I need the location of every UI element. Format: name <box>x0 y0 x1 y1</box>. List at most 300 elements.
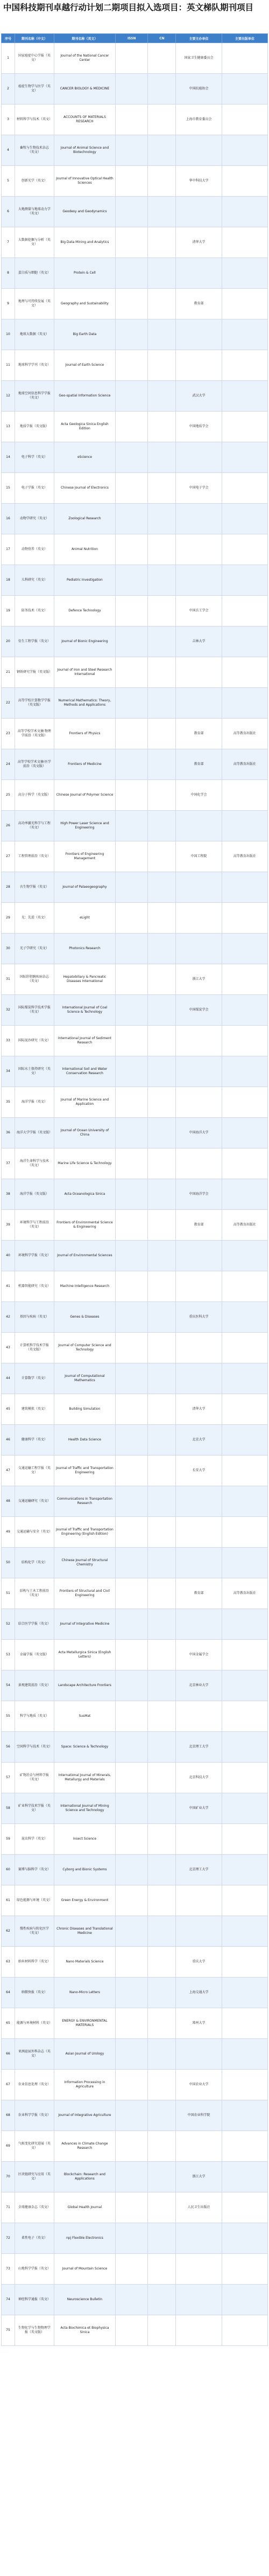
cn-cell <box>148 995 176 1026</box>
issn-cell <box>116 2162 148 2192</box>
cn-cell <box>148 2100 176 2131</box>
journal-name-cn: 地球大数据（英文） <box>15 319 54 350</box>
page-title: 中国科技期刊卓越行动计划二期项目拟入选项目：英文梯队期刊项目 <box>3 3 254 12</box>
cn-cell <box>148 381 176 412</box>
issn-cell <box>116 1916 148 1947</box>
table-row <box>2 841 268 872</box>
publisher-cell <box>222 74 267 105</box>
sponsor-cell: 中国抗癌协会 <box>176 74 222 105</box>
table-row <box>2 1947 268 1978</box>
journal-name-en: Numerical Mathematics: Theory, Methods and Applications <box>54 688 115 719</box>
row-index: 3 <box>2 105 15 135</box>
sponsor-cell <box>176 197 222 227</box>
table-row <box>2 1885 268 1916</box>
row-index: 26 <box>2 811 15 841</box>
issn-cell <box>116 43 148 74</box>
journal-name-en: Asian Journal of Urology <box>54 2039 115 2070</box>
cn-cell <box>148 1302 176 1333</box>
table-row <box>2 934 268 964</box>
header-sponsor: 主要主办单位 <box>176 34 222 43</box>
row-index: 18 <box>2 565 15 596</box>
publisher-cell <box>222 473 267 504</box>
journal-name-en: Marine Life Science & Technology <box>54 1148 115 1179</box>
sponsor-cell <box>176 872 222 903</box>
journal-name-cn: 古生物学报（英文） <box>15 872 54 903</box>
sponsor-cell: 中国化学会 <box>176 780 222 811</box>
cn-cell <box>148 1947 176 1978</box>
journal-name-en: Global Health Journal <box>54 2192 115 2223</box>
cn-cell <box>148 2131 176 2162</box>
row-index: 68 <box>2 2100 15 2131</box>
row-index: 59 <box>2 1824 15 1855</box>
journal-name-cn: 景观建筑前沿（英文） <box>15 1670 54 1701</box>
row-index: 31 <box>2 964 15 995</box>
cn-cell <box>148 135 176 166</box>
sponsor-cell: 重庆医科大学 <box>176 1302 222 1333</box>
journal-name-en: Acta Geologica Sinica English Edition <box>54 412 115 442</box>
row-index: 75 <box>2 2315 15 2346</box>
cn-cell <box>148 319 176 350</box>
cn-cell <box>148 596 176 626</box>
issn-cell <box>116 105 148 135</box>
sponsor-cell <box>176 565 222 596</box>
journal-name-cn: 结合医学学报（英文） <box>15 1609 54 1640</box>
publisher-cell: 高等教育出版社 <box>222 841 267 872</box>
row-index: 29 <box>2 903 15 934</box>
table-row <box>2 289 268 319</box>
cn-cell <box>148 1640 176 1670</box>
journal-name-en: Journal of Integrative Agriculture <box>54 2100 115 2131</box>
journal-name-en: Journal of Ocean University of China <box>54 1118 115 1148</box>
cn-cell <box>148 719 176 749</box>
journal-name-cn: 高等学校计算数学学报（英文版） <box>15 688 54 719</box>
publisher-cell <box>222 811 267 841</box>
publisher-cell <box>222 1486 267 1517</box>
publisher-cell <box>222 504 267 534</box>
cn-cell <box>148 1148 176 1179</box>
publisher-cell: 高等教育出版社 <box>222 1210 267 1241</box>
cn-cell <box>148 1241 176 1271</box>
sponsor-cell <box>176 1548 222 1578</box>
row-index: 38 <box>2 1179 15 1210</box>
row-index: 52 <box>2 1609 15 1640</box>
sponsor-cell: 重庆大学 <box>176 1947 222 1978</box>
journal-name-en: International Journal of Sediment Research <box>54 1026 115 1056</box>
cn-cell <box>148 1578 176 1609</box>
publisher-cell <box>222 2100 267 2131</box>
journal-name-en: Frontiers of Structural and Civil Engineering <box>54 1578 115 1609</box>
cn-cell <box>148 1978 176 2008</box>
header-index: 序号 <box>2 34 15 43</box>
journal-name-en: Geodesy and Geodynamics <box>54 197 115 227</box>
journal-name-cn: 基因与疾病（英文） <box>15 1302 54 1333</box>
header-cn: CN <box>148 34 176 43</box>
sponsor-cell: 北京理工大学 <box>176 1855 222 1885</box>
table-row <box>2 749 268 780</box>
issn-cell <box>116 534 148 565</box>
row-index: 19 <box>2 596 15 626</box>
cn-cell <box>148 1486 176 1517</box>
issn-cell <box>116 166 148 197</box>
table-row <box>2 504 268 534</box>
cn-cell <box>148 1026 176 1056</box>
sponsor-cell <box>176 1026 222 1056</box>
publisher-cell <box>222 1885 267 1916</box>
journal-name-cn: 动物学研究（英文） <box>15 504 54 534</box>
journal-name-cn: 建筑模拟（英文） <box>15 1394 54 1425</box>
journal-name-cn: 计算机科学技术学报（英文版） <box>15 1333 54 1363</box>
journal-name-cn: 地球空间信息科学学报（英文） <box>15 381 54 412</box>
sponsor-cell <box>176 1363 222 1394</box>
cn-cell <box>148 1333 176 1363</box>
cn-cell <box>148 2070 176 2100</box>
table-row <box>2 135 268 166</box>
sponsor-cell: 北京大学 <box>176 1425 222 1456</box>
publisher-cell <box>222 1333 267 1363</box>
publisher-cell <box>222 1241 267 1271</box>
sponsor-cell <box>176 657 222 688</box>
row-index: 56 <box>2 1732 15 1763</box>
issn-cell <box>116 934 148 964</box>
publisher-cell <box>222 1056 267 1087</box>
publisher-cell <box>222 2254 267 2285</box>
cn-cell <box>148 1179 176 1210</box>
issn-cell <box>116 1363 148 1394</box>
sponsor-cell: 中国农业大学 <box>176 2070 222 2100</box>
cn-cell <box>148 964 176 995</box>
cn-cell <box>148 442 176 473</box>
table-row <box>2 1548 268 1578</box>
row-index: 54 <box>2 1670 15 1701</box>
row-index: 42 <box>2 1302 15 1333</box>
journal-name-cn: 仿生工程学报（英文） <box>15 626 54 657</box>
issn-cell <box>116 2070 148 2100</box>
cn-cell <box>148 1548 176 1578</box>
publisher-cell <box>222 227 267 258</box>
row-index: 11 <box>2 350 15 381</box>
cn-cell <box>148 258 176 289</box>
cn-cell <box>148 903 176 934</box>
sponsor-cell: 中国地质学会 <box>176 412 222 442</box>
journal-name-en: Journal of Environmental Sciences <box>54 1241 115 1271</box>
journal-name-en: Frontiers of Environmental Science & Engineering <box>54 1210 115 1241</box>
cn-cell <box>148 872 176 903</box>
issn-cell <box>116 2254 148 2285</box>
sponsor-cell: 人民卫生出版社 <box>176 2192 222 2223</box>
row-index: 17 <box>2 534 15 565</box>
journal-name-cn: 大地测量与地球动力学（英文） <box>15 197 54 227</box>
row-index: 63 <box>2 1947 15 1978</box>
table-row <box>2 350 268 381</box>
issn-cell <box>116 1517 148 1548</box>
issn-cell <box>116 1271 148 1302</box>
journal-name-cn: 海洋学报（英文） <box>15 1087 54 1118</box>
sponsor-cell: 中国工程院 <box>176 841 222 872</box>
journal-name-en: Genes & Diseases <box>54 1302 115 1333</box>
journal-name-cn: 气候变化研究进展（英文） <box>15 2131 54 2162</box>
cn-cell <box>148 504 176 534</box>
sponsor-cell <box>176 903 222 934</box>
journal-name-en: Defence Technology <box>54 596 115 626</box>
issn-cell <box>116 1947 148 1978</box>
issn-cell <box>116 1148 148 1179</box>
publisher-cell <box>222 1456 267 1486</box>
journal-name-cn: 创新光学（英文） <box>15 166 54 197</box>
journal-name-en: Nano Materials Science <box>54 1947 115 1978</box>
journal-name-en: Acta Biochimica et Biophysica Sinica <box>54 2315 115 2346</box>
journal-name-cn: 地理与可持续发展（英文） <box>15 289 54 319</box>
journal-name-en: Building Simulation <box>54 1394 115 1425</box>
journal-name-en: Journal of Traffic and Transportation Engineering (English Edition) <box>54 1517 115 1548</box>
sponsor-cell <box>176 811 222 841</box>
row-index: 14 <box>2 442 15 473</box>
cn-cell <box>148 1363 176 1394</box>
journal-name-cn: 高等学校学术文摘·物理学前沿（英文版） <box>15 719 54 749</box>
journal-name-cn: 昆虫科学（英文） <box>15 1824 54 1855</box>
issn-cell <box>116 1978 148 2008</box>
sponsor-cell <box>176 688 222 719</box>
sponsor-cell <box>176 504 222 534</box>
journal-name-cn: 环境科学学报（英文） <box>15 1241 54 1271</box>
header-name-en: 期刊名称（英文） <box>54 34 115 43</box>
sponsor-cell: 中国煤炭学会 <box>176 995 222 1026</box>
row-index: 15 <box>2 473 15 504</box>
sponsor-cell <box>176 1701 222 1732</box>
issn-cell <box>116 1855 148 1885</box>
publisher-cell <box>222 1517 267 1548</box>
journal-name-cn: 山地科学学报（英文） <box>15 2254 54 2285</box>
sponsor-cell: 华中科技大学 <box>176 166 222 197</box>
table-row <box>2 1824 268 1855</box>
cn-cell <box>148 166 176 197</box>
issn-cell <box>116 1241 148 1271</box>
publisher-cell <box>222 1640 267 1670</box>
sponsor-cell: 教育部 <box>176 1210 222 1241</box>
journal-name-cn: 大数据挖掘与分析（英文） <box>15 227 54 258</box>
cn-cell <box>148 841 176 872</box>
journal-name-en: eLight <box>54 903 115 934</box>
sponsor-cell <box>176 1271 222 1302</box>
row-index: 49 <box>2 1517 15 1548</box>
row-index: 62 <box>2 1916 15 1947</box>
journal-name-en: Frontiers of Medicine <box>54 749 115 780</box>
row-index: 32 <box>2 995 15 1026</box>
row-index: 58 <box>2 1793 15 1824</box>
row-index: 50 <box>2 1548 15 1578</box>
cn-cell <box>148 1824 176 1855</box>
table-row <box>2 1087 268 1118</box>
cn-cell <box>148 2008 176 2039</box>
journal-name-en: Pediatric Investigation <box>54 565 115 596</box>
sponsor-cell: 中国电子学会 <box>176 473 222 504</box>
publisher-cell <box>222 2315 267 2346</box>
table-row <box>2 1486 268 1517</box>
journal-name-cn: 生物化学与生物物理学报（英文版） <box>15 2315 54 2346</box>
table-row <box>2 2223 268 2254</box>
sponsor-cell <box>176 2131 222 2162</box>
issn-cell <box>116 289 148 319</box>
journal-name-en: ACCOUNTS OF MATERIALS RESEARCH <box>54 105 115 135</box>
journal-name-cn: 儿科研究（英文） <box>15 565 54 596</box>
table-row <box>2 1210 268 1241</box>
journal-name-cn: 结构与土木工程前沿（英文） <box>15 1578 54 1609</box>
publisher-cell <box>222 1363 267 1394</box>
cn-cell <box>148 934 176 964</box>
sponsor-cell <box>176 1333 222 1363</box>
journal-name-cn: 高分子科学（英文版） <box>15 780 54 811</box>
publisher-cell <box>222 596 267 626</box>
journal-name-cn: 海洋生命科学与技术（英文） <box>15 1148 54 1179</box>
sponsor-cell <box>176 319 222 350</box>
cn-cell <box>148 74 176 105</box>
journal-name-cn: 空间科学与技术（英文） <box>15 1732 54 1763</box>
journal-name-cn: 蛋白质与细胞（英文） <box>15 258 54 289</box>
issn-cell <box>116 964 148 995</box>
publisher-cell <box>222 1548 267 1578</box>
table-body <box>2 43 268 2346</box>
publisher-cell <box>222 289 267 319</box>
publisher-cell <box>222 2039 267 2070</box>
issn-cell <box>116 688 148 719</box>
journal-name-cn: 地质学报（英文版） <box>15 412 54 442</box>
table-row <box>2 1916 268 1947</box>
table-row <box>2 166 268 197</box>
journal-name-cn: 科学与地质（英文） <box>15 1701 54 1732</box>
journal-name-cn: 矿物冶金与材料学报（英文） <box>15 1763 54 1793</box>
sponsor-cell <box>176 1148 222 1179</box>
journal-name-en: Journal of Animal Science and Biotechnology <box>54 135 115 166</box>
journal-name-en: International Journal of Coal Science & Technology <box>54 995 115 1026</box>
issn-cell <box>116 1824 148 1855</box>
table-row <box>2 442 268 473</box>
sponsor-cell <box>176 534 222 565</box>
publisher-cell <box>222 1302 267 1333</box>
journal-name-en: Photonics Research <box>54 934 115 964</box>
row-index: 37 <box>2 1148 15 1179</box>
row-index: 13 <box>2 412 15 442</box>
issn-cell <box>116 626 148 657</box>
table-row <box>2 1578 268 1609</box>
cn-cell <box>148 1210 176 1241</box>
publisher-cell <box>222 872 267 903</box>
journal-name-cn: 海洋学报（英文版） <box>15 1179 54 1210</box>
sponsor-cell <box>176 2039 222 2070</box>
publisher-cell <box>222 1793 267 1824</box>
journal-name-en: Journal of the National Cancer Center <box>54 43 115 74</box>
journal-name-cn: 国际煤炭科学技术学报（英文） <box>15 995 54 1026</box>
journal-name-en: Frontiers of Physics <box>54 719 115 749</box>
sponsor-cell: 北京林业大学 <box>176 1670 222 1701</box>
journal-name-cn: 海洋大学学报（英文版） <box>15 1118 54 1148</box>
table-row <box>2 903 268 934</box>
journal-name-en: Geography and Sustainability <box>54 289 115 319</box>
publisher-cell <box>222 197 267 227</box>
issn-cell <box>116 1763 148 1793</box>
journal-name-cn: 高功率激光科学与工程（英文） <box>15 811 54 841</box>
journal-name-en: Insect Science <box>54 1824 115 1855</box>
journal-name-en: Chinese Journal of Structural Chemistry <box>54 1548 115 1578</box>
sponsor-cell <box>176 2223 222 2254</box>
cn-cell <box>148 1394 176 1425</box>
issn-cell <box>116 1179 148 1210</box>
table-row <box>2 2254 268 2285</box>
table-row <box>2 872 268 903</box>
journal-name-cn: 金属学报（英文版） <box>15 1640 54 1670</box>
journal-table <box>1 33 268 2346</box>
table-row <box>2 1363 268 1394</box>
sponsor-cell <box>176 350 222 381</box>
table-row <box>2 2131 268 2162</box>
journal-name-cn: 结构化学（英文） <box>15 1548 54 1578</box>
issn-cell <box>116 1885 148 1916</box>
publisher-cell <box>222 1609 267 1640</box>
cn-cell <box>148 197 176 227</box>
cn-cell <box>148 1670 176 1701</box>
table-row <box>2 43 268 74</box>
publisher-cell <box>222 381 267 412</box>
journal-name-cn: 国际水土保持研究（英文） <box>15 1056 54 1087</box>
journal-name-cn: 纳米材料科学（英文） <box>15 1947 54 1978</box>
cn-cell <box>148 2162 176 2192</box>
journal-name-cn: 神经科学通报（英文） <box>15 2285 54 2315</box>
cn-cell <box>148 289 176 319</box>
table-row <box>2 1732 268 1763</box>
row-index: 53 <box>2 1640 15 1670</box>
issn-cell <box>116 2100 148 2131</box>
table-row <box>2 1271 268 1302</box>
cn-cell <box>148 227 176 258</box>
cn-cell <box>148 565 176 596</box>
journal-name-cn: 健康科学（英文） <box>15 1425 54 1456</box>
row-index: 47 <box>2 1456 15 1486</box>
table-row <box>2 995 268 1026</box>
cn-cell <box>148 2223 176 2254</box>
cn-cell <box>148 105 176 135</box>
row-index: 23 <box>2 719 15 749</box>
journal-name-cn: 柔性电子（英文） <box>15 2223 54 2254</box>
row-index: 65 <box>2 2008 15 2039</box>
sponsor-cell <box>176 2315 222 2346</box>
row-index: 48 <box>2 1486 15 1517</box>
row-index: 16 <box>2 504 15 534</box>
row-index: 28 <box>2 872 15 903</box>
table-row <box>2 2070 268 2100</box>
row-index: 39 <box>2 1210 15 1241</box>
table-row <box>2 412 268 442</box>
table-row <box>2 74 268 105</box>
journal-name-en: Health Data Science <box>54 1425 115 1456</box>
table-row <box>2 2315 268 2346</box>
publisher-cell <box>222 1087 267 1118</box>
journal-name-en: Journal of Marine Science and Application <box>54 1087 115 1118</box>
table-row <box>2 1118 268 1148</box>
sponsor-cell: 武汉大学 <box>176 381 222 412</box>
sponsor-cell <box>176 1824 222 1855</box>
journal-name-cn: 环境科学与工程前沿（英文） <box>15 1210 54 1241</box>
journal-name-en: International Journal of Minerals, Metallurgy and Materials <box>54 1763 115 1793</box>
publisher-cell <box>222 534 267 565</box>
publisher-cell <box>222 166 267 197</box>
journal-name-cn: 高等学校学术文摘·医学前沿（英文版） <box>15 749 54 780</box>
cn-cell <box>148 1118 176 1148</box>
row-index: 21 <box>2 657 15 688</box>
row-index: 46 <box>2 1425 15 1456</box>
row-index: 66 <box>2 2039 15 2070</box>
table-row <box>2 1609 268 1640</box>
row-index: 51 <box>2 1578 15 1609</box>
sponsor-cell <box>176 2254 222 2285</box>
row-index: 35 <box>2 1087 15 1118</box>
